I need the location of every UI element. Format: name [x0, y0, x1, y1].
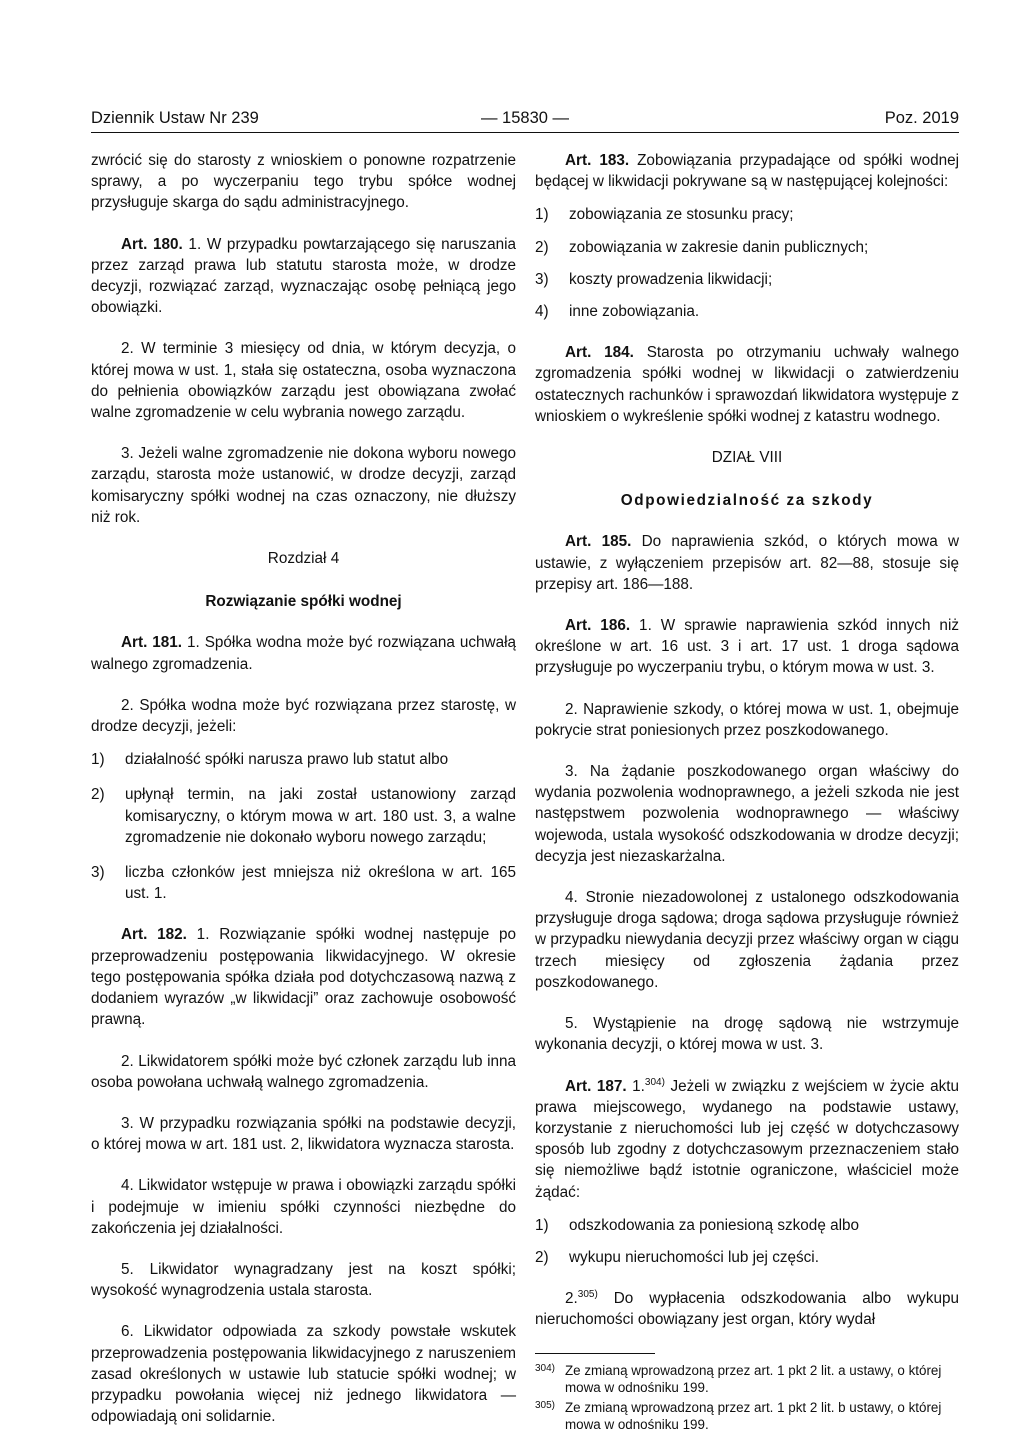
right-column: [535, 150, 959, 1436]
list-item: 1) działalność spółki narusza prawo lub statut albo: [91, 751, 449, 769]
chapter-title: Rozwiązanie spółki wodnej: [205, 593, 402, 611]
article-182-par-1: Art. 182. 1. Rozwiązanie spółki wodnej następuje po przeprowadzeniu postępowania likwidacyjnego. W okresie tego postępowania spółka działa pod dotychczasową nazwą z dodaniem wyrazów „w likwidacji” oraz zachowuje osobowość prawną.: [91, 926, 517, 1029]
article-180-par-3: 3. Jeżeli walne zgromadzenie nie dokona wyboru nowego zarządu, starosta może ustanowić, w drodze decyzji, zarząd komisaryczny spółki wodnej na czas oznaczony, nie dłuższy niż rok.: [91, 445, 516, 526]
article-label: Art. 183.: [565, 152, 630, 169]
footnote: 304) Ze zmianą wprowadzoną przez art. 1 pkt 2 lit. a ustawy, o której mowa w odnośniku 199.: [535, 1362, 942, 1396]
article-label: Art. 186.: [565, 617, 631, 635]
article-180-par-2: 2. W terminie 3 miesięcy od dnia, w którym decyzja, o której mowa w ust. 1, stała się ostateczna, osoba wyznaczona do pełnienia obowiązków zarządu jest obowiązana zwołać walne zgromadzenie w celu wybrania nowego zarządu.: [91, 340, 516, 422]
article-182-par-3: 3. W przypadku rozwiązania spółki na podstawie decyzji, o której mowa w art. 181 ust. 2, likwidatora wyznacza starosta.: [91, 1114, 516, 1154]
paragraph: zwrócić się do starosty z wnioskiem o ponowne rozpatrzenie sprawy, a po wyczerpaniu tego trybu spółce wodnej przysługuje skarga do sądu administracyjnego.: [91, 152, 516, 212]
footnote: 305) Ze zmianą wprowadzoną przez art. 1 pkt 2 lit. b ustawy, o której mowa w odnośniku 199.: [535, 1399, 942, 1433]
article-187-par-1: Art. 187. 1.$^{304)}$ Jeżeli w związku z wejściem w życie aktu prawa miejscowego, wydanego na podstawie ustawy, korzystanie z nieruchomości lub jej część w dotychczasowy sposób lub zgodny z dotychczasowym przeznaczeniem stało się niemożliwe bądź istotnie ograniczone, właściciel może żądać:: [535, 1076, 959, 1201]
article-label: Art. 180.: [121, 235, 183, 253]
page-number: — 15830 —: [480, 109, 570, 127]
article-186-par-4: 4. Stronie niezadowolonej z ustalonego odszkodowania przysługuje droga sądowa; droga sądowa przysługuje również w przypadku niewydania decyzji przez właściwy organ w ciągu trzech miesięcy od zgłoszenia żądania przez poszkodowanego.: [535, 889, 959, 991]
article-182-par-5: 5. Likwidator wynagradzany jest na koszt spółki; wysokość wynagrodzenia ustala starosta.: [91, 1260, 516, 1300]
division-title: Odpowiedzialność za szkody: [620, 492, 874, 510]
list-item: 2) zobowiązania w zakresie danin publicznych;: [535, 238, 869, 256]
article-181-par-1: Art. 181. 1. Spółka wodna może być rozwiązana uchwałą walnego zgromadzenia.: [91, 634, 516, 673]
article-186-par-5: 5. Wystąpienie na drogę sądową nie wstrzymuje wykonania decyzji, o której mowa w ust. 3.: [535, 1015, 959, 1054]
article-183-intro: Art. 183. Zobowiązania przypadające od spółki wodnej będącej w likwidacji pokrywane są w następującej kolejności:: [535, 152, 959, 191]
footnote-ref[interactable]: 305): [577, 1289, 598, 1301]
division-number: DZIAŁ VIII: [711, 449, 783, 467]
article-label: Art. 185.: [565, 533, 632, 551]
article-186-par-3: 3. Na żądanie poszkodowanego organ właściwy do wydania pozwolenia wodnoprawnego, a jeżeli szkoda nie jest następstwem pozwolenia wodnoprawnego — właściwy wojewoda, ustala wysokość odszkodowania w drodze decyzji; decyzja jest niezaskarżalna.: [535, 763, 959, 865]
journal-title: Dziennik Ustaw Nr 239: [91, 109, 259, 127]
list-item: 2) upłynął termin, na jaki został ustanowiony zarząd komisaryczny, o którym mowa w art. 180 ust. 3, a walne zgromadzenie nie dokonało wyboru nowego zarządu;: [91, 786, 516, 846]
article-187-par-2: 2.$^{305)}$ Do wypłacenia odszkodowania albo wykupu nieruchomości obowiązany jest organ, który wydał: [535, 1289, 959, 1329]
list-item: 4) inne zobowiązania.: [535, 303, 700, 321]
header-rule: [91, 132, 959, 133]
article-label: Art. 187.: [565, 1077, 627, 1095]
article-181-par-2: 2. Spółka wodna może być rozwiązana przez starostę, w drodze decyzji, jeżeli:: [91, 696, 516, 736]
article-185: Art. 185. Do naprawienia szkód, o których mowa w ustawie, z wyłączeniem przepisów art. 82—88, stosuje się przepisy art. 186—188.: [535, 533, 960, 593]
left-column: [91, 150, 516, 1447]
article-182-par-4: 4. Likwidator wstępuje w prawa i obowiązki zarządu spółki i podejmuje w imieniu spółki czynności niezbędne do zakończenia jej działalności.: [91, 1177, 516, 1237]
list-item: 1) zobowiązania ze stosunku pracy;: [535, 206, 794, 224]
list-item: 1) odszkodowania za poniesioną szkodę albo: [535, 1216, 859, 1234]
article-184: Art. 184. Starosta po otrzymaniu uchwały walnego zgromadzenia spółki wodnej w likwidacji o zatwierdzeniu ostatecznych rachunków i sprawozdań likwidatora występuje z wnioskiem o wykreślenie spółki wodnej z katastru wodnego.: [535, 344, 959, 425]
article-186-par-2: 2. Naprawienie szkody, o której mowa w ust. 1, obejmuje pokrycie strat poniesionych przez poszkodowanego.: [535, 700, 959, 739]
position-number: Poz. 2019: [884, 109, 959, 127]
article-label: Art. 182.: [121, 926, 187, 944]
article-label: Art. 184.: [565, 344, 634, 362]
list-item: 3) koszty prowadzenia likwidacji;: [535, 270, 773, 288]
article-182-par-2: 2. Likwidatorem spółki może być członek zarządu lub inna osoba powołana uchwałą walnego zgromadzenia.: [91, 1052, 516, 1091]
list-item: 3) liczba członków jest mniejsza niż określona w art. 165 ust. 1.: [91, 864, 516, 903]
footnote-ref[interactable]: 304): [644, 1076, 665, 1088]
article-180-par-1: Art. 180. 1. W przypadku powtarzającego się naruszania przez zarząd prawa lub statutu starosta może, w drodze decyzji, rozwiązać zarząd, wyznaczając osobę pełniącą jego obowiązki.: [91, 235, 516, 317]
article-182-par-6: 6. Likwidator odpowiada za szkody powstałe wskutek przeprowadzenia postępowania likwidacyjnego z naruszeniem zasad określonych w ustawie lub statucie spółki wodnej; w przypadku powołania więcej niż jednego likwidatora — odpowiadają oni solidarnie.: [91, 1323, 516, 1426]
list-item: 2) wykupu nieruchomości lub jej części.: [535, 1248, 819, 1266]
article-label: Art. 181.: [121, 634, 183, 652]
footnote-divider: [535, 1353, 655, 1354]
chapter-number: Rozdział 4: [267, 550, 340, 568]
article-186-par-1: Art. 186. 1. W sprawie naprawienia szkód innych niż określone w art. 16 ust. 3 i art. 17 ust. 1 droga sądowa przysługuje po wyczerpaniu trybu, o którym mowa w ust. 3.: [535, 617, 959, 677]
